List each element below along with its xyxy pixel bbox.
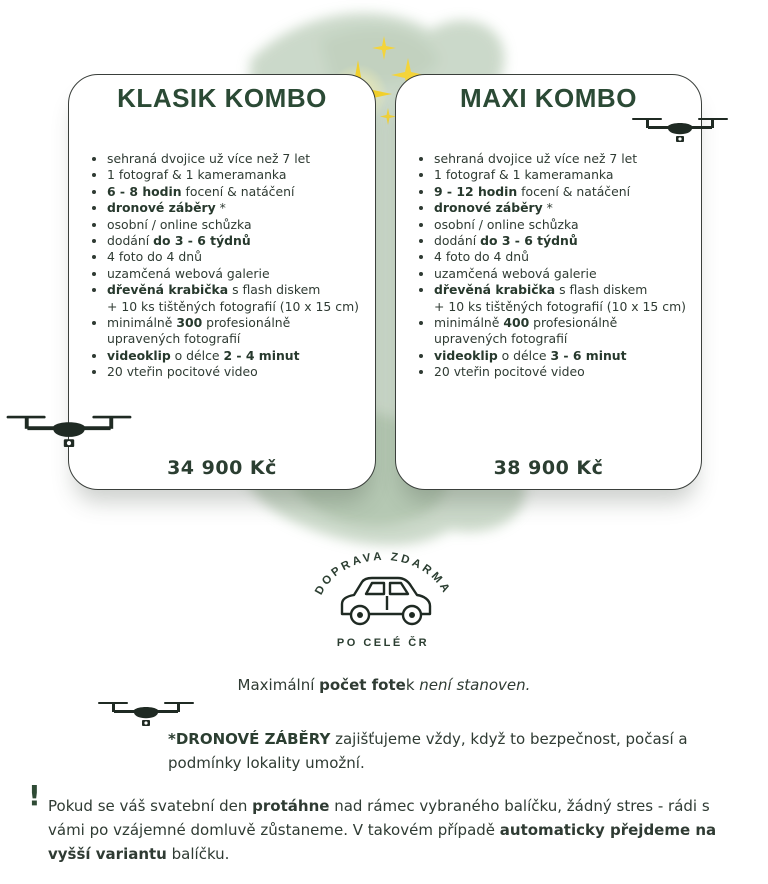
feature-text: o délce: [497, 347, 551, 363]
feature-item: [107, 266, 359, 282]
feature-highlight: 6 - 8 hodin: [107, 183, 182, 199]
drone-icon: [630, 112, 730, 152]
feature-item: [107, 233, 359, 249]
feature-item: [434, 233, 686, 249]
feature-text: s flash diskem: [228, 282, 321, 298]
feature-text: 20 vteřin pocitové video: [434, 364, 585, 380]
feature-highlight: 300: [176, 315, 203, 331]
feature-list: [91, 151, 359, 381]
feature-text: 1 fotograf & 1 kameramanka: [434, 167, 614, 183]
feature-list: [418, 151, 686, 381]
feature-text: 4 foto do 4 dnů: [107, 249, 202, 265]
feature-text: minimálně: [434, 315, 504, 331]
package-price: 38 900 Kč: [493, 457, 604, 479]
note-text: balíčku.: [166, 845, 230, 863]
feature-text: minimálně: [107, 315, 177, 331]
feature-text: upravených fotografií: [107, 331, 241, 347]
package-title: MAXI KOMBO: [460, 83, 637, 113]
feature-highlight: do 3 - 6 týdnů: [153, 233, 251, 249]
feature-item: [434, 282, 686, 298]
feature-text: sehraná dvojice už více než 7 let: [434, 151, 638, 166]
feature-item: [107, 151, 359, 167]
feature-item: [434, 249, 686, 265]
feature-item: [107, 315, 359, 331]
feature-text: focení & natáčení: [517, 183, 631, 199]
note-text: zajišťujeme vždy, když to bezpečnost, počasí a podmínky lokality umožní.: [168, 730, 688, 772]
feature-highlight: dřevěná krabička: [434, 282, 556, 298]
note-extension: [48, 794, 738, 866]
feature-highlight: 3 - 6 minut: [550, 347, 627, 363]
feature-text: uzamčená webová galerie: [434, 265, 597, 281]
feature-text: osobní / online schůzka: [107, 216, 252, 232]
feature-highlight: 2 - 4 minut: [223, 347, 300, 363]
badge-bottom-text: PO CELÉ ČR: [336, 637, 430, 649]
feature-text: *: [215, 200, 226, 216]
feature-text: s flash diskem: [555, 282, 648, 298]
note-bold: *DRONOVÉ ZÁBĚRY: [168, 730, 331, 748]
feature-item: [107, 249, 359, 265]
note-text: Maximální: [237, 676, 320, 694]
feature-text: o délce: [170, 347, 224, 363]
feature-text: profesionálně: [529, 315, 618, 331]
feature-highlight: dronové záběry: [434, 200, 543, 216]
feature-item: [434, 364, 686, 380]
note-text: k: [405, 676, 420, 694]
feature-item: [107, 282, 359, 298]
feature-text: + 10 ks tištěných fotografií (10 x 15 cm): [434, 298, 686, 314]
feature-item: [434, 315, 686, 331]
feature-text: osobní / online schůzka: [434, 216, 579, 232]
feature-text: focení & natáčení: [181, 183, 295, 199]
feature-text: 1 fotograf & 1 kameramanka: [107, 167, 287, 183]
feature-highlight: 9 - 12 hodin: [434, 183, 518, 199]
feature-text: profesionálně: [202, 315, 291, 331]
feature-item: [107, 217, 359, 233]
feature-item: [434, 266, 686, 282]
package-title: KLASIK KOMBO: [117, 83, 327, 113]
feature-item: [107, 331, 359, 347]
feature-text: *: [542, 200, 553, 216]
note-photo-count: [0, 676, 768, 694]
feature-text: dodání: [107, 233, 154, 249]
feature-item: [107, 167, 359, 183]
feature-item: [434, 299, 686, 315]
note-drone-footage: [168, 727, 688, 775]
package-price: 34 900 Kč: [167, 457, 277, 479]
feature-text: sehraná dvojice už více než 7 let: [107, 151, 311, 166]
feature-text: 4 foto do 4 dnů: [434, 249, 529, 265]
feature-text: upravených fotografií: [434, 331, 568, 347]
feature-highlight: dronové záběry: [107, 200, 216, 216]
feature-highlight: videoklip: [434, 347, 498, 363]
note-bold: protáhne: [252, 797, 330, 815]
feature-item: [434, 167, 686, 183]
note-text: nad rámec vybraného balíčku, žádný stres - rádi s vámi po vzájemné domluvě zůstaneme. V takovém případě: [48, 797, 710, 839]
feature-text: uzamčená webová galerie: [107, 265, 270, 281]
feature-item: [107, 299, 359, 315]
feature-item: [434, 200, 686, 216]
feature-highlight: videoklip: [107, 347, 171, 363]
drone-icon: [4, 408, 134, 460]
feature-highlight: do 3 - 6 týdnů: [480, 233, 578, 249]
feature-item: [434, 217, 686, 233]
feature-item: [107, 184, 359, 200]
feature-text: + 10 ks tištěných fotografií (10 x 15 cm): [107, 298, 359, 314]
note-italic: není stanoven.: [419, 676, 531, 694]
badge-top-text: DOPRAVA ZDARMA: [313, 550, 453, 598]
feature-text: 20 vteřin pocitové video: [107, 364, 258, 380]
note-bold: počet fote: [319, 676, 406, 694]
feature-item: [107, 364, 359, 380]
free-shipping-badge: [304, 548, 462, 652]
feature-item: [107, 200, 359, 216]
exclamation-icon: !: [28, 779, 41, 812]
feature-item: [434, 184, 686, 200]
feature-item: [434, 331, 686, 347]
feature-item: [107, 348, 359, 364]
feature-text: dodání: [434, 233, 481, 249]
feature-highlight: 400: [503, 315, 530, 331]
feature-item: [434, 348, 686, 364]
feature-item: [434, 151, 686, 167]
note-bold: automaticky přejdeme na vyšší variantu: [48, 821, 717, 863]
feature-highlight: dřevěná krabička: [107, 282, 229, 298]
note-text: Pokud se váš svatební den: [48, 797, 253, 815]
